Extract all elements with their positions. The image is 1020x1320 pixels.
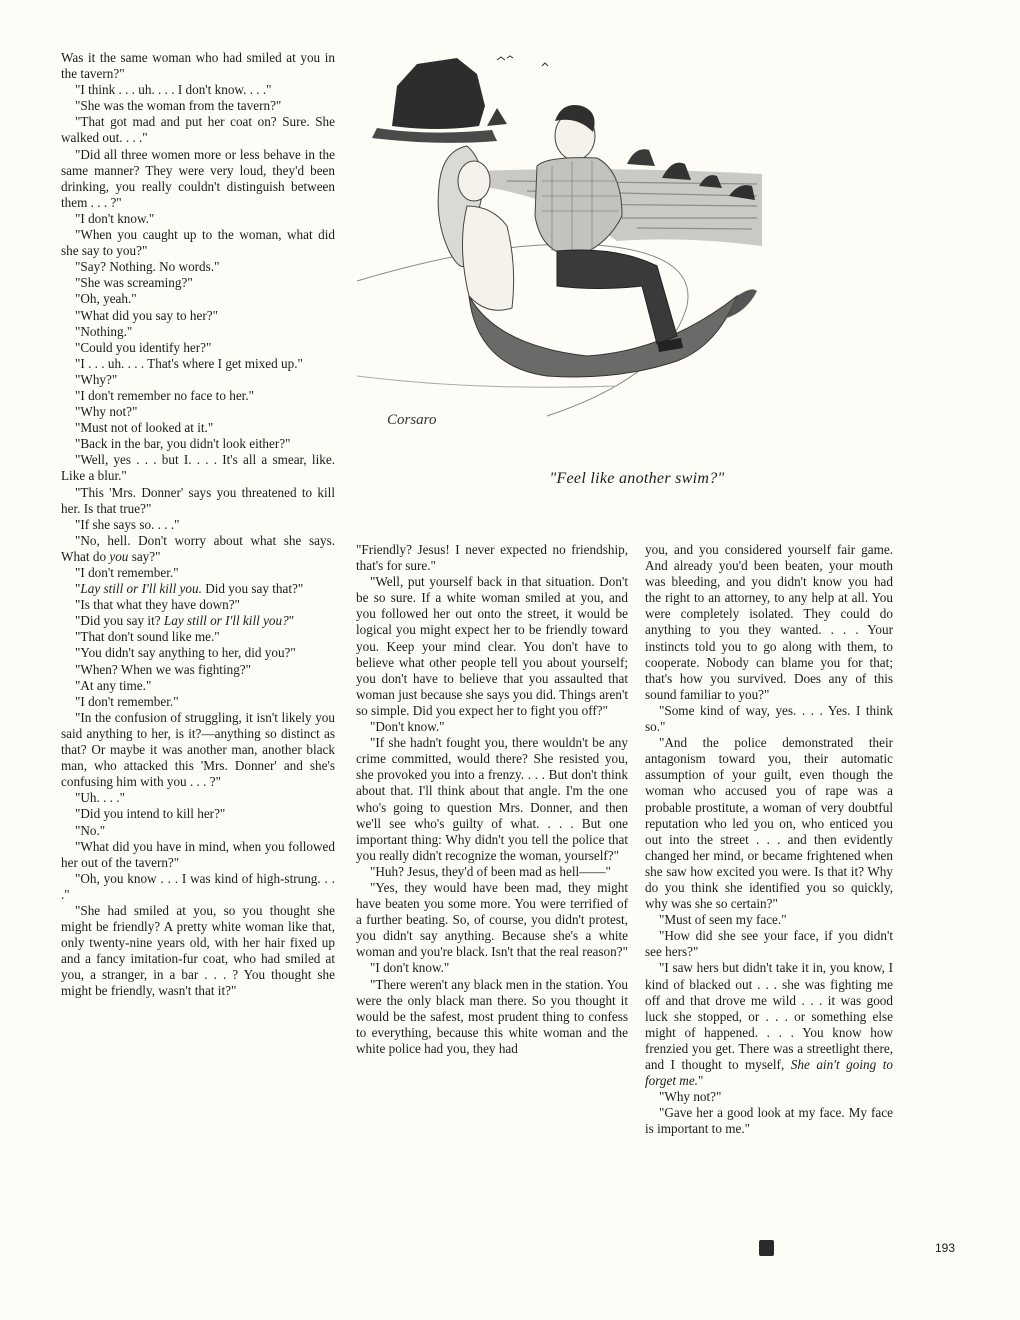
paragraph: "And the police demonstrated their antagonism toward you, their automatic assumption of your guilt, even though the woman who accused you of rape was a probable prostitute, a woman of very doubtful reputation who led you on, who enticed you out into the street . . . and then evidently changed her mind, or became frightened when she saw how excited you were. Is that it? Why do you think she identified you so quickly, why was she so certain?"	[645, 735, 893, 912]
text-column-3	[645, 542, 893, 1137]
paragraph: "I think . . . uh. . . . I don't know. . . ."	[75, 82, 272, 98]
paragraph: "Is that what they have down?"	[75, 597, 240, 613]
mermaid-face	[458, 161, 490, 201]
paragraph: "I don't remember."	[75, 565, 179, 580]
paragraph: "This 'Mrs. Donner' says you threatened to kill her. Is that true?"	[61, 484, 335, 516]
text-column-1	[61, 50, 335, 1000]
paragraph: "What did you say to her?"	[75, 307, 218, 323]
paragraph: "Did you intend to kill her?"	[75, 806, 226, 822]
paragraph: "She was screaming?"	[75, 275, 193, 291]
paragraph: "Back in the bar, you didn't look either?"	[75, 436, 291, 452]
paragraph: "I . . . uh. . . . That's where I get mixed up."	[75, 355, 303, 371]
paragraph: "In the confusion of struggling, it isn't likely you said anything to her, is it?—anything so distinct as that? Or maybe it was another man, another black man, who attacked this 'Mrs. Donner' and she's confusing him with you . . . ?"	[61, 709, 335, 790]
paragraph: you, and you considered yourself fair game. And already you'd been beaten, your mouth was bleeding, and you didn't know you had the right to an attorney, to any help at all. You were completely isolated. They could do anything to you they wanted. . . . Your instincts told you to go along with them, to cooperate. Nobody can blame you for that; that's how you survived. Does any of this sound familiar to you?"	[645, 542, 893, 702]
paragraph: "Oh, yeah."	[75, 291, 137, 307]
paragraph: "Nothing."	[75, 323, 133, 339]
paragraph: "Don't know."	[370, 719, 445, 735]
paragraph: "Uh. . . ."	[75, 790, 125, 806]
page-number: 193	[935, 1241, 956, 1255]
paragraph: "Some kind of way, yes. . . . Yes. I think so."	[645, 702, 893, 735]
paragraph: "I don't know."	[75, 210, 155, 226]
cartoon-caption: "Feel like another swim?"	[549, 470, 725, 487]
paragraph: "Must of seen my face."	[659, 912, 787, 928]
paragraph: "Could you identify her?"	[75, 339, 212, 355]
paragraph: "I don't remember."	[75, 693, 179, 709]
paragraph: "Yes, they would have been mad, they might have beaten you some more. You were terrified of a further beating. So, of course, you didn't protest, you didn't say anything. Because she's a white woman and you're black. Isn't that the real reason?"	[356, 879, 628, 960]
paragraph: "Why not?"	[75, 404, 138, 420]
paragraph: "Did you say it? Lay still or I'll kill you?"	[75, 613, 295, 629]
paragraph: Was it the same woman who had smiled at you in the tavern?"	[61, 50, 335, 82]
paragraph: "Why?"	[75, 371, 118, 387]
cartoon-illustration	[357, 46, 762, 456]
paragraph: "If she says so. . . ."	[75, 516, 180, 532]
paragraph: "Did all three women more or less behave in the same manner? They were very loud, they'd been drinking, you really couldn't distinguish between them . . . ?"	[61, 146, 335, 210]
paragraph: "If she hadn't fought you, there wouldn't be any crime committed, would there? She resisted you, she provoked you into a frenzy. . . . But don't think about that. I'll think about that angle. I'm the one who's going to question Mrs. Donner, and then we'll see who's guilty of what. . . . But one important thing: Why didn't you tell the police that you really didn't recognize the woman, yourself?"	[356, 735, 628, 863]
paragraph: "She had smiled at you, so you thought she might be friendly? A pretty white woman like that, only twenty-nine years old, with her hair fixed up and a fancy imitation-fur coat, who had smiled at you, a stranger, in a bar . . . ? You thought she might be friendly, wasn't that it?"	[61, 902, 335, 999]
paragraph: "How did she see your face, if you didn't see hers?"	[645, 928, 893, 960]
paragraph: "There weren't any black men in the station. You were the only black man there. So you thought it would be the safest, most prudent thing to confess to everything, because this white woman and the white police had you, they had	[356, 976, 628, 1056]
paragraph: "That got mad and put her coat on? Sure. She walked out. . . ."	[61, 114, 335, 146]
paragraph: "Friendly? Jesus! I never expected no friendship, that's for sure."	[356, 542, 628, 574]
artist-signature: Corsaro	[387, 412, 437, 428]
paragraph: "Lay still or I'll kill you. Did you say that?"	[75, 581, 304, 597]
paragraph: "Why not?"	[659, 1089, 722, 1105]
paragraph: "At any time."	[75, 677, 152, 693]
paragraph: "Say? Nothing. No words."	[75, 259, 220, 275]
paragraph: "That don't sound like me."	[75, 629, 220, 645]
rabbit-logo-icon	[759, 1240, 774, 1256]
paragraph: "Must not of looked at it."	[75, 420, 214, 436]
paragraph: "When you caught up to the woman, what did she say to you?"	[61, 227, 335, 259]
paragraph: "What did you have in mind, when you followed her out of the tavern?"	[61, 838, 335, 870]
paragraph: "You didn't say anything to her, did you?"	[75, 645, 296, 661]
paragraph: "I don't remember no face to her."	[75, 387, 255, 403]
paragraph: "Well, put yourself back in that situation. Don't be so sure. If a white woman smiled at you, and you followed her out onto the street, it would be logical you might expect her to be friendly toward you. Keep your mind clear. You don't have to believe what other people tell you about yourself; you don't have to believe that you assaulted that woman just because she says you did. Things aren't so simple. Did you expect her to fight you off?"	[356, 574, 628, 718]
paragraph: "Oh, you know . . . I was kind of high-strung. . . ."	[61, 870, 335, 902]
paragraph: "I saw hers but didn't take it in, you know, I kind of blacked out . . . she was fighting me off and that drove me wild . . . it was good luck she stopped, or . . . or something else might of happened. . . . You know how frenzied you get. There was a streetlight there, and I thought to myself, She ain't going to forget me."	[645, 960, 893, 1089]
paragraph: "No."	[75, 822, 106, 838]
text-column-2	[356, 542, 628, 1057]
paragraph: "Well, yes . . . but I. . . . It's all a smear, like. Like a blur."	[61, 452, 335, 484]
paragraph: "She was the woman from the tavern?"	[75, 98, 282, 114]
paragraph: "I don't know."	[370, 960, 450, 976]
paragraph: "When? When we was fighting?"	[75, 661, 252, 677]
paragraph: "Gave her a good look at my face. My face is important to me."	[645, 1105, 893, 1137]
paragraph: "No, hell. Don't worry about what she says. What do you say?"	[61, 532, 335, 564]
paragraph: "Huh? Jesus, they'd of been mad as hell——"	[370, 863, 611, 879]
